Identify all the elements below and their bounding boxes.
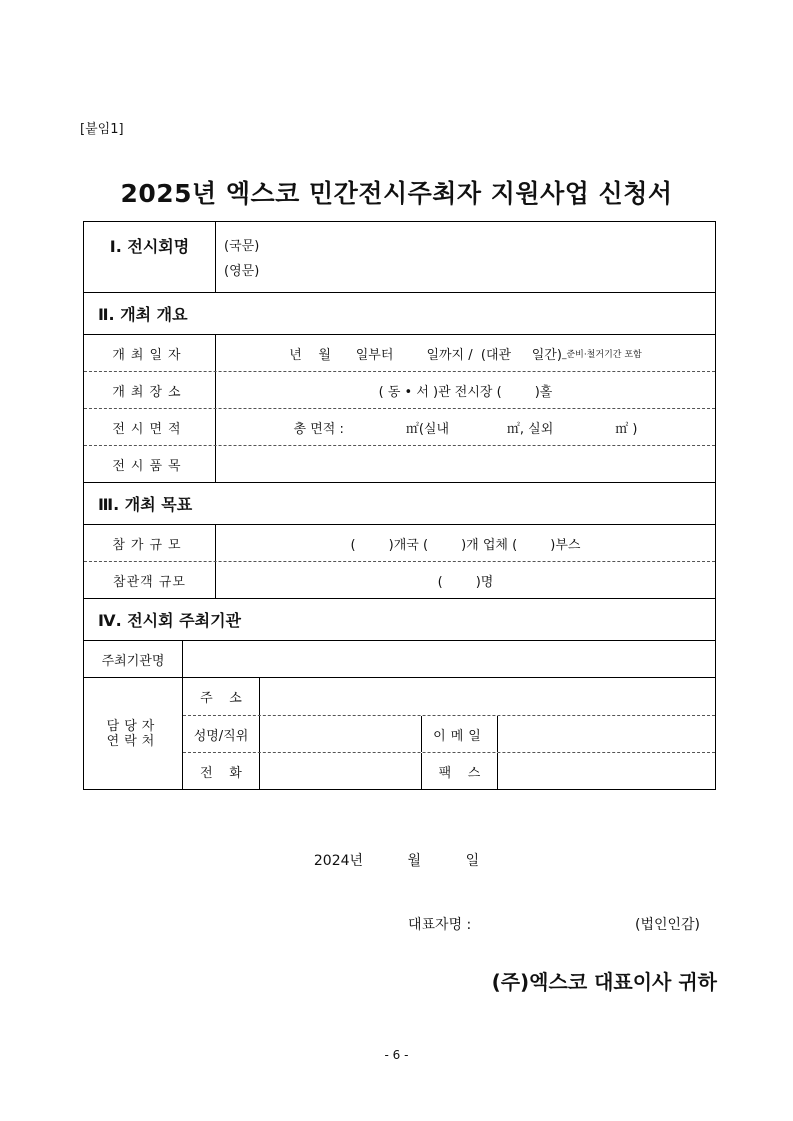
section2-header — [84, 292, 715, 334]
name-position-label: 성명/직위 — [183, 716, 260, 752]
event-date-note: _준비·철거기간 포함 — [561, 349, 642, 360]
exhibit-items-label: 전시품목 — [84, 446, 216, 482]
event-venue-row — [84, 371, 715, 408]
visitors-field[interactable]: ( )명 — [437, 574, 494, 590]
page-number: - 6 - — [384, 1048, 409, 1062]
section2-label: Ⅱ. 개최 개요 — [98, 305, 188, 324]
phone-field[interactable] — [260, 753, 421, 789]
visitors-row — [84, 561, 715, 598]
english-name-label: (영문) — [224, 264, 260, 279]
korean-name-label: (국문) — [224, 239, 260, 254]
participation-row — [84, 524, 715, 561]
contact-block — [84, 677, 715, 789]
exhibit-area-row — [84, 408, 715, 445]
section4-header — [84, 598, 715, 640]
participation-field[interactable]: ( )개국 ( )개 업체 ( )부스 — [350, 537, 581, 553]
exhibition-name-field[interactable] — [216, 222, 715, 292]
participation-label: 참가규모 — [84, 525, 216, 561]
address-row — [183, 678, 715, 715]
address-field[interactable] — [260, 678, 715, 715]
exhibit-area-field[interactable]: 총 면적 : ㎡(실내 ㎡, 실외 ㎡ ) — [293, 421, 638, 437]
fax-field[interactable] — [498, 753, 715, 789]
section4-label: Ⅳ. 전시회 주최기관 — [98, 611, 241, 630]
organizer-row — [84, 640, 715, 677]
event-date-label: 개최일자 — [84, 335, 216, 371]
contact-rows — [183, 678, 715, 789]
application-form — [83, 221, 716, 790]
organizer-field[interactable] — [183, 641, 715, 677]
event-date-field[interactable] — [216, 335, 715, 371]
exhibition-name-row — [84, 222, 715, 292]
visitors-label: 참관객 규모 — [84, 562, 216, 598]
name-email-row — [183, 715, 715, 752]
phone-label: 전 화 — [183, 753, 260, 789]
page-title: 2025년 엑스코 민간전시주최자 지원사업 신청서 — [120, 179, 673, 208]
email-field[interactable] — [498, 716, 715, 752]
fax-label: 팩 스 — [421, 753, 498, 789]
exhibit-items-row — [84, 445, 715, 482]
address-label: 주 소 — [183, 678, 260, 715]
section3-header — [84, 482, 715, 524]
name-position-field[interactable] — [260, 716, 421, 752]
organizer-label: 주최기관명 — [84, 641, 183, 677]
corporate-seal-label: (법인인감) — [635, 917, 701, 933]
section3-label: Ⅲ. 개최 목표 — [98, 495, 193, 514]
attachment-label: [붙임1] — [80, 122, 124, 137]
representative-label: 대표자명 : — [408, 917, 472, 933]
contact-label: 담당자 연락처 — [84, 678, 183, 789]
event-venue-field[interactable]: ( 동 • 서 )관 전시장 ( )홀 — [378, 384, 553, 400]
section1-label: Ⅰ. 전시회명 — [84, 222, 216, 292]
phone-fax-row — [183, 752, 715, 789]
exhibit-area-label: 전시면적 — [84, 409, 216, 445]
event-date-row — [84, 334, 715, 371]
addressee: (주)엑스코 대표이사 귀하 — [491, 970, 717, 994]
event-date-value: 년 월 일부터 일까지 / (대관 일간) — [289, 347, 562, 363]
event-venue-label: 개최장소 — [84, 372, 216, 408]
email-label: 이메일 — [421, 716, 498, 752]
exhibit-items-field[interactable] — [216, 446, 715, 482]
application-date: 2024년 월 일 — [313, 853, 480, 869]
